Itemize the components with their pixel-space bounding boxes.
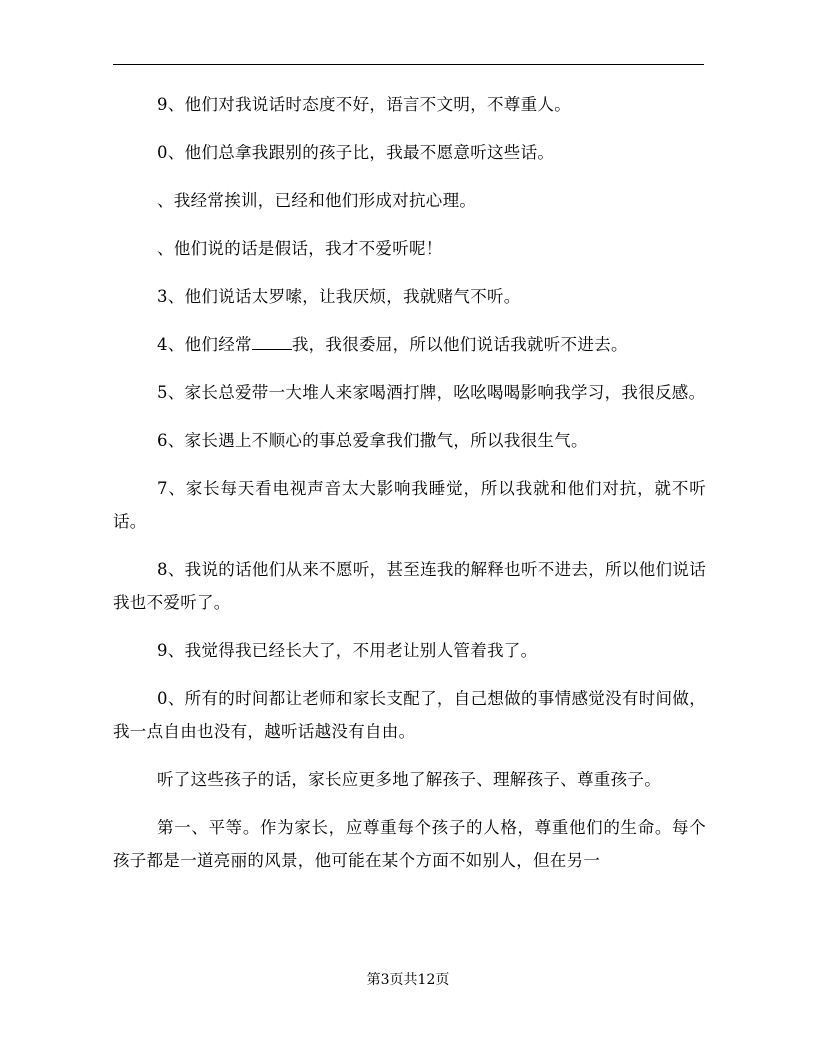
paragraph-11: 、我经常挨训，已经和他们形成对抗心理。 — [157, 191, 477, 210]
paragraph-14-after: 我，我很委屈，所以他们说话我就听不进去。 — [291, 335, 628, 354]
header-rule — [113, 64, 704, 65]
paragraph-14-before: 4、他们经常 — [157, 335, 252, 354]
paragraph-16: 6、家长遇上不顺心的事总爱拿我们撒气，所以我很生气。 — [157, 431, 588, 450]
paragraph-20: 0、所有的时间都让老师和家长支配了，自己想做的事情感觉没有时间做，我一点自由也没有，越听话越没有自由。 — [113, 689, 706, 741]
paragraph-19: 9、我觉得我已经长大了，不用老让别人管着我了。 — [157, 641, 538, 660]
paragraph-10: 0、他们总拿我跟别的孩子比，我最不愿意听这些话。 — [157, 143, 555, 162]
paragraph-conclusion: 听了这些孩子的话，家长应更多地了解孩子、理解孩子、尊重孩子。 — [157, 770, 661, 789]
paragraph-15: 5、家长总爱带一大堆人来家喝酒打牌，吆吆喝喝影响我学习，我很反感。 — [157, 383, 706, 402]
paragraph-equality: 第一、平等。作为家长，应尊重每个孩子的人格，尊重他们的生命。每个孩子都是一道亮丽的风景，他可能在某个方面不如别人，但在另一 — [113, 818, 706, 870]
paragraph-12: 、他们说的话是假话，我才不爱听呢！ — [157, 239, 443, 258]
fill-in-blank — [252, 335, 292, 350]
paragraph-17: 7、家长每天看电视声音太大影响我睡觉，所以我就和他们对抗，就不听话。 — [113, 479, 706, 531]
paragraph-14 — [113, 328, 706, 361]
paragraph-9: 9、他们对我说话时态度不好，语言不文明，不尊重人。 — [157, 95, 571, 114]
paragraph-13: 3、他们说话太罗嗦，让我厌烦，我就赌气不听。 — [157, 287, 521, 306]
page-footer: 第3页共12页 — [366, 972, 450, 988]
document-body — [113, 88, 706, 892]
paragraph-18: 8、我说的话他们从来不愿听，甚至连我的解释也听不进去，所以他们说话我也不爱听了。 — [113, 560, 706, 612]
